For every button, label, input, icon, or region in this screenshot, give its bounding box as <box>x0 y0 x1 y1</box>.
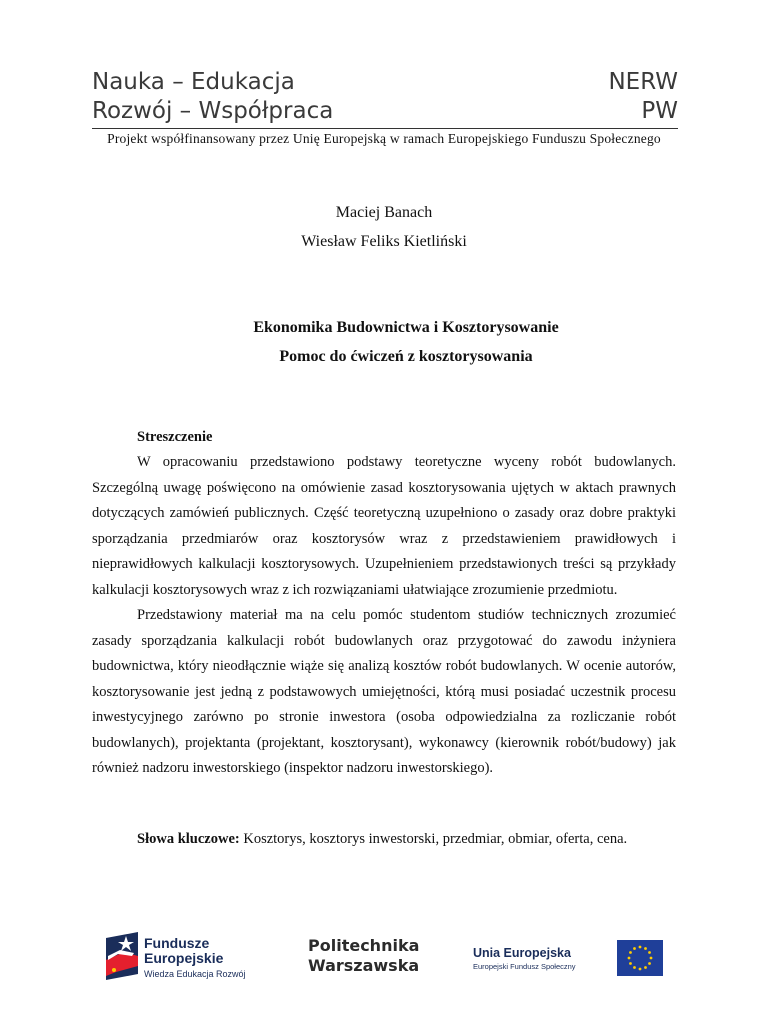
project-funding-note: Projekt współfinansowany przez Unię Europejską w ramach Europejskiego Funduszu Społecznego <box>107 131 661 146</box>
authors <box>0 198 768 256</box>
keywords-text: Kosztorys, kosztorys inwestorski, przedmiar, obmiar, oferta, cena. <box>243 831 628 847</box>
header-line-2 <box>92 97 678 125</box>
unia-europejska-logo <box>473 940 673 980</box>
title-line-2: Pomoc do ćwiczeń z kosztorysowania <box>279 348 533 365</box>
header-rozwoj-wspolpraca: Rozwój – Współpraca <box>92 98 334 124</box>
abstract-paragraph-1: W opracowaniu przedstawiono podstawy teoretyczne wyceny robót budowlanych. Szczególną uwagę poświęcono na omówienie zasad kosztorysowania ujętych w aktach prawnych dotyczących zamówień publicznych. Część teoretyczną uzupełniono o zasady oraz dobre praktyki sporządzania przedmiarów oraz kosztorysów wraz z przedstawieniem prawidłowych i nieprawidłowych kalkulacji kosztorysowych. Uzupełnieniem przedstawionych treści są przykłady kalkulacji kosztorysowych wraz z ich rozwiązaniami ułatwiające zrozumienie przedmiotu. <box>92 454 676 598</box>
abstract-heading: Streszczenie <box>137 429 213 445</box>
abstract-paragraph-2: Przedstawiony materiał ma na celu pomóc studentom studiów technicznych zrozumieć zasady sporządzania kalkulacji robót budowlanych oraz przygotować do zawodu inżyniera budownictwa, który nieodłącznie wiąże się analizą kosztów robót budowlanych. W ocenie autorów, kosztorysowanie jest jedną z podstawowych umiejętności, którą musi posiadać uczestnik procesu inwestycyjnego zarówno po stronie inwestora (osoba odpowiedzialna za rozliczanie robót budowlanych), projektanta (projektant, kosztorysant), wykonawcy (kierownik robót/budowy) jak również nadzoru inwestorskiego (inspektor nadzoru inwestorskiego). <box>92 607 676 776</box>
fe-line-2: Europejskie <box>144 950 224 966</box>
pw-line-1: Politechnika <box>308 936 420 955</box>
eu-flag-icon <box>617 940 663 976</box>
header-divider <box>92 128 678 129</box>
eu-star-icon <box>628 957 631 960</box>
politechnika-warszawska-logo <box>308 936 419 976</box>
header-nerw: NERW <box>608 69 678 95</box>
eu-star-icon <box>648 962 651 965</box>
title-line-1: Ekonomika Budownictwa i Kosztorysowanie <box>253 319 559 336</box>
footer-logos <box>92 926 676 992</box>
pw-line-2: Warszawska <box>308 956 420 975</box>
keywords-label: Słowa kluczowe: <box>137 831 240 847</box>
header-pw: PW <box>641 98 678 124</box>
eu-star-icon <box>629 951 632 954</box>
eu-star-icon <box>633 947 636 950</box>
header-line-1 <box>92 68 678 96</box>
header-nauka-edukacja: Nauka – Edukacja <box>92 69 295 95</box>
author-name: Wiesław Feliks Kietliński <box>301 233 467 250</box>
author-name: Maciej Banach <box>335 204 433 221</box>
ue-line-2: Europejski Fundusz Społeczny <box>473 962 576 971</box>
eu-star-icon <box>639 946 642 949</box>
eu-star-icon <box>650 957 653 960</box>
eu-star-icon <box>644 947 647 950</box>
eu-star-icon <box>639 968 642 971</box>
unia-europejska-text <box>473 946 576 972</box>
eu-star-icon <box>648 951 651 954</box>
eu-star-icon <box>644 966 647 969</box>
fe-line-1: Fundusze <box>144 935 210 951</box>
fundusze-europejskie-text <box>144 936 246 980</box>
abstract-section <box>92 427 676 782</box>
eu-star-icon <box>629 962 632 965</box>
fundusze-europejskie-logo <box>104 930 264 984</box>
document-title <box>0 313 768 371</box>
fe-line-3: Wiedza Edukacja Rozwój <box>144 969 246 979</box>
fundusze-europejskie-flag-icon <box>104 930 140 982</box>
ue-line-1: Unia Europejska <box>473 946 571 960</box>
eu-star-icon <box>633 966 636 969</box>
keywords <box>137 829 627 849</box>
